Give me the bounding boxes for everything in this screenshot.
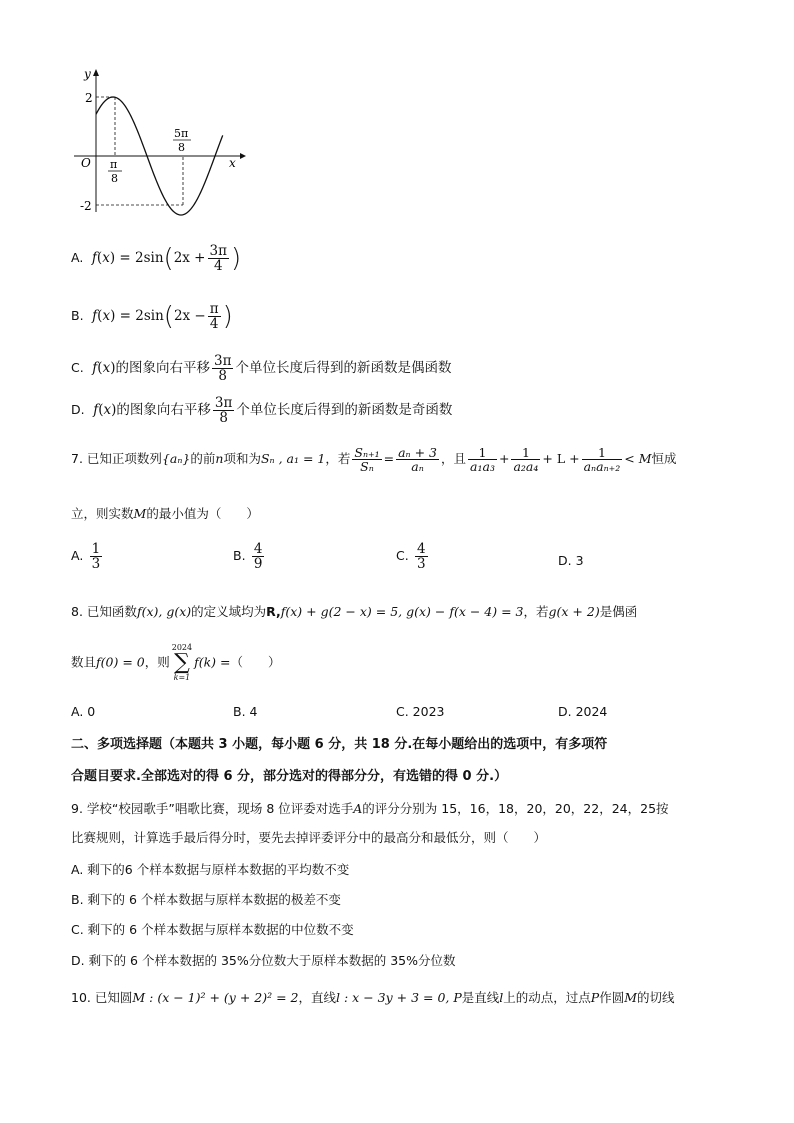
q9-option-b: B. 剩下的 6 个样本数据与原样本数据的极差不变	[71, 892, 341, 907]
q7-option-c: C. $\frac{4}{3}$	[396, 541, 426, 573]
section-2-heading: 二、多项选择题（本题共 3 小题，每小题 6 分，共 18 分.在每小题给出的选项中，有多项符	[71, 737, 608, 752]
x-tick-pi8-den: 8	[111, 172, 118, 185]
q7-option-a: A. $\frac{1}{3}$	[71, 541, 101, 573]
q9-option-d: D. 剩下的 6 个样本数据的 35%分位数大于原样本数据的 35%分位数	[71, 953, 456, 968]
question-9: 9. 学校“校园歌手”唱歌比赛，现场 8 位评委对选手A的评分分别为 15，16，18，20，20，22，24，25按	[71, 801, 669, 816]
y-tick-2: 2	[85, 91, 93, 105]
x-tick-pi8-num: π	[110, 158, 118, 171]
question-8-line2: 数且f(0) = 0，则 2024 ∑ k=1 f(k) =（ ）	[71, 643, 281, 682]
y-tick-neg2: -2	[80, 199, 92, 213]
summation-symbol: 2024 ∑ k=1	[171, 643, 193, 682]
question-8: 8. 已知函数f(x), g(x)的定义域均为R,f(x) + g(2 − x) = 5, g(x) − f(x − 4) = 3，若g(x + 2)是偶函	[71, 604, 638, 619]
q6-option-c: C. f(x)的图象向右平移 $\frac{3\pi}{8}$ 个单位长度后得到的新函数是偶函数	[71, 353, 452, 385]
section-2-heading-line2: 合题目要求.全部选对的得 6 分，部分选对的得部分分，有选错的得 0 分.）	[71, 769, 508, 784]
question-7-line2: 立，则实数M的最小值为（ ）	[71, 506, 259, 521]
question-10: 10. 已知圆M : (x − 1)² + (y + 2)² = 2，直线l : x − 3y + 3 = 0, P是直线l上的动点，过点P作圆M的切线	[71, 990, 675, 1005]
question-9-line2: 比赛规则，计算选手最后得分时，要先去掉评委评分中的最高分和最低分，则（ ）	[71, 830, 547, 845]
q8-option-c: C. 2023	[396, 704, 445, 719]
q6-option-d: D. f(x)的图象向右平移 $\frac{3\pi}{8}$ 个单位长度后得到的新函数是奇函数	[71, 395, 453, 427]
y-axis-arrow	[93, 69, 99, 76]
origin-label: O	[81, 156, 91, 170]
q8-option-a: A. 0	[71, 704, 96, 719]
x-tick-5pi8-num: 5π	[174, 127, 189, 140]
question-7: 7. 已知正项数列{aₙ}的前n项和为Sₙ , a₁ = 1，若 $\frac{\text{Sₙ₊₁}}{\text{Sₙ}}$ = $\frac{\text{aₙ + 3}}{\text{aₙ}}$ ，且 $\frac{1}{\text{a₁a₃}}$ + $\frac{1}{\text{a₂a₄}}$ + L + $\frac{1}{\text{aₙaₙ₊₂}}$ < M恒成	[71, 445, 677, 475]
x-axis-label: x	[229, 156, 236, 170]
sine-graph	[70, 66, 250, 216]
q7-option-d: D. 3	[558, 553, 584, 568]
q6-option-a: A. f(x) = 2sin(2x + $\frac{3\pi}{4}$ )	[71, 243, 242, 275]
y-axis-label: y	[84, 67, 91, 81]
x-axis-arrow	[240, 153, 246, 159]
x-tick-5pi8-den: 8	[178, 141, 185, 154]
q9-option-a: A. 剩下的6 个样本数据与原样本数据的平均数不变	[71, 862, 350, 877]
q8-option-b: B. 4	[233, 704, 258, 719]
q8-option-d: D. 2024	[558, 704, 608, 719]
q7-option-b: B. $\frac{4}{9}$	[233, 541, 263, 573]
q9-option-c: C. 剩下的 6 个样本数据与原样本数据的中位数不变	[71, 922, 354, 937]
q6-option-b: B. f(x) = 2sin(2x − $\frac{\pi}{4}$ )	[71, 301, 233, 333]
